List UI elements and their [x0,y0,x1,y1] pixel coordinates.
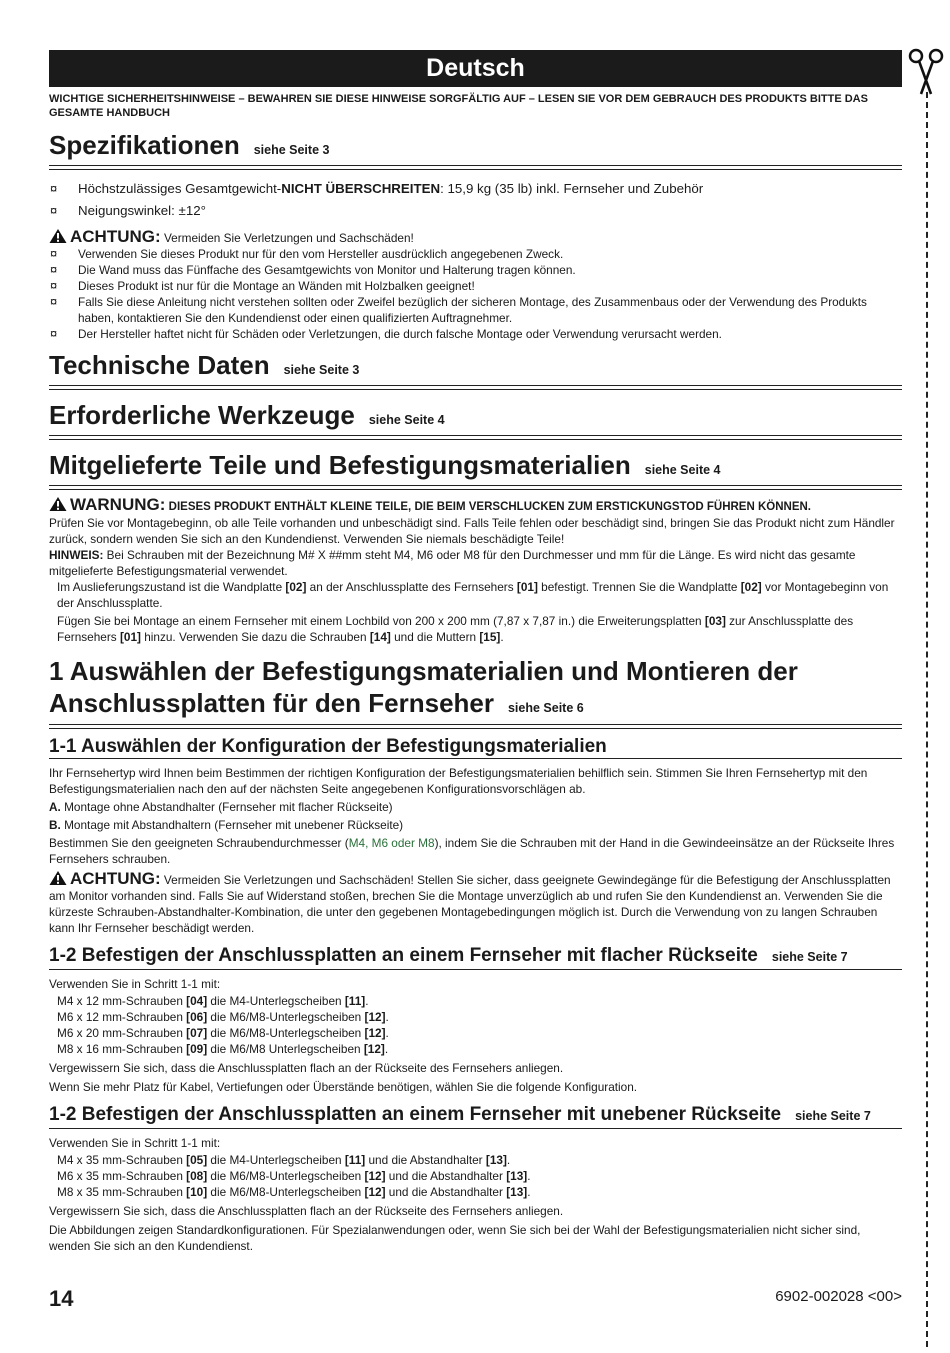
screw-line: M4 x 12 mm-Schrauben [04] die M4-Unterlegscheiben [11]. [57,994,369,1008]
caution-item: ¤ Die Wand muss das Fünffache des Gesamtgewichts von Monitor und Halterung tragen können. [49,262,902,278]
s12b-check-text: Vergewissern Sie sich, dass die Anschlussplatten flach an der Rückseite des Fernsehers anliegen. [49,1204,564,1218]
caution-text: Vermeiden Sie Verletzungen und Sachschäden! [163,231,414,245]
page-content [49,50,902,1254]
tech-rule [49,385,902,386]
parts-extension-text: Fügen Sie bei Montage an einem Fernseher mit einem Lochbild von 200 x 200 mm (7,87 x 7,87 in.) die Erweiterungsplatten [03] zur Anschlussplatte des Fernsehers [01] hinzu. Verwenden Sie dazu die Schrauben [14] und die Muttern [15]. [57,614,854,644]
s11-caution [49,870,902,936]
s12b-list [49,1152,902,1200]
spec-item: ¤ Neigungswinkel: ±12° [49,200,902,222]
screw-line: M6 x 35 mm-Schrauben [08] die M6/M8-Unterlegscheiben [12] und die Abstandhalter [13]. [57,1169,531,1183]
spec-item: ¤ Höchstzulässiges Gesamtgewicht-NICHT ÜBERSCHREITEN: 15,9 kg (35 lb) inkl. Fernseher und Zubehör [49,178,902,200]
parts-heading: Mitgelieferte Teile und Befestigungsmaterialien siehe Seite 4 [49,450,721,480]
s12a-next-text: Wenn Sie mehr Platz für Kabel, Vertiefungen oder Überstände benötigen, wählen Sie die folgende Konfiguration. [49,1080,638,1094]
s12a-rule [49,969,902,970]
s11-section [49,735,902,936]
tools-rule [49,435,902,436]
s11-option-b: B. Montage mit Abstandhaltern (Fernseher mit unebener Rückseite) [49,818,404,832]
cut-line [926,92,928,1347]
parts-warning [49,496,902,515]
s11-heading: 1-1 Auswählen der Konfiguration der Befestigungsmaterialien [49,736,607,757]
caution-list [49,246,902,342]
warning-icon [49,228,67,244]
parts-section [49,450,902,645]
caution-label: ACHTUNG: [70,227,161,246]
spec-caution [49,228,902,246]
parts-check-text: Prüfen Sie vor Montagebeginn, ob alle Teile vorhanden und unbeschädigt sind. Falls Teile fehlen oder beschädigt sind, bringen Sie das Produkt nicht zum Händler zurück, sondern wenden Sie sich an den Kundendienst. Verwenden Sie niemals beschädigte Teile! [49,516,895,546]
language-banner: Deutsch [49,50,902,87]
safety-notice: WICHTIGE SICHERHEITSHINWEISE – BEWAHREN SIE DIESE HINWEISE SORGFÄLTIG AUF – LESEN SIE VOR DEM GEBRAUCH DES PRODUKTS BITTE DAS GESAMTE HANDBUCH [49,93,868,119]
s12b-intro: Verwenden Sie in Schritt 1-1 mit: [49,1136,221,1150]
tech-heading: Technische Daten siehe Seite 3 [49,350,360,380]
warning-label: WARNUNG: [70,495,166,514]
document-number: 6902-002028 <00> [775,1288,902,1305]
warning-icon [49,496,67,512]
step1-rule [49,724,902,725]
caution-item: ¤ Der Hersteller haftet nicht für Schäden oder Verletzungen, die durch falsche Montage oder Verwendung verursacht werden. [49,326,902,342]
s11-option-a: A. Montage ohne Abstandhalter (Fernseher mit flacher Rückseite) [49,800,393,814]
warning-text: DIESES PRODUKT ENTHÄLT KLEINE TEILE, DIE BEIM VERSCHLUCKEN ZUM ERSTICKUNGSTOD FÜHREN KÖNNEN. [168,501,811,513]
s12b-see-ref: siehe Seite 7 [795,1109,871,1123]
s12b-section [49,1103,902,1254]
parts-note: HINWEIS: Bei Schrauben mit der Bezeichnung M# X ##mm steht M4, M6 oder M8 für den Durchmesser und mm für die Länge. Es wird nicht das gesamte mitgelieferte Befestigungsmaterial verwendet. [49,548,856,578]
tools-heading: Erforderliche Werkzeuge siehe Seite 4 [49,400,445,430]
parts-see-ref: siehe Seite 4 [644,463,721,477]
spec-rule [49,165,902,166]
caution-text: Vermeiden Sie Verletzungen und Sachschäden! Stellen Sie sicher, dass geeignete Gewindegänge für die Befestigung der Anschlussplatten am Monitor vorhanden sind. Falls Sie auf Widerstand stoßen, brechen Sie die Montage unverzüglich ab und rufen Sie den Kundendienst an. Verwenden Sie die kürzeste Schrauben-Abstandhalter-Kombination, die unter den gegebenen Montagebedingungen möglich ist. Durch die Verwendung von zu langen Schrauben kann Ihr Fernseher beschädigt werden. [49,873,891,935]
s12a-section [49,944,902,1095]
page-number: 14 [49,1286,74,1311]
tools-see-ref: siehe Seite 4 [368,413,445,427]
warning-icon [49,870,67,886]
s12b-rule [49,1128,902,1129]
s12a-intro: Verwenden Sie in Schritt 1-1 mit: [49,977,221,991]
spec-section [49,130,902,342]
step1-heading: 1 Auswählen der Befestigungsmaterialien und Montieren der Anschlussplatten für den Fernseher siehe Seite 6 [49,656,798,718]
screw-line: M6 x 12 mm-Schrauben [06] die M6/M8-Unterlegscheiben [12]. [57,1010,389,1024]
caution-item: ¤ Verwenden Sie dieses Produkt nur für den vom Hersteller ausdrücklich angegebenen Zweck. [49,246,902,262]
s12a-list [49,993,902,1057]
s12b-standard-text: Die Abbildungen zeigen Standardkonfigurationen. Für Spezialanwendungen oder, wenn Sie sich bei der Wahl der Befestigungsmaterialien nicht sicher sind, wenden Sie sich an den Kundendienst. [49,1223,861,1253]
spec-heading: Spezifikationen siehe Seite 3 [49,130,330,160]
spec-see-ref: siehe Seite 3 [253,143,330,157]
s12b-heading: 1-2 Befestigen der Anschlussplatten an einem Fernseher mit unebener Rückseite siehe Seite 7 [49,1104,871,1125]
tools-section [49,400,902,436]
s11-rule [49,758,902,759]
screw-line: M4 x 35 mm-Schrauben [05] die M4-Unterlegscheiben [11] und die Abstandhalter [13]. [57,1153,511,1167]
caution-item: ¤ Dieses Produkt ist nur für die Montage an Wänden mit Holzbalken geeignet! [49,278,902,294]
parts-delivery-text: Im Auslieferungszustand ist die Wandplatte [02] an der Anschlussplatte des Fernsehers [01] befestigt. Trennen Sie die Wandplatte [02] vor Montagebeginn von der Anschlussplatte. [57,580,889,610]
s11-diameter-text: Bestimmen Sie den geeigneten Schraubendurchmesser (M4, M6 oder M8), indem Sie die Schrauben mit der Hand in die Gewindeeinsätze an der Rückseite Ihres Fernsehers schrauben. [49,836,895,866]
s12a-check-text: Vergewissern Sie sich, dass die Anschlussplatten flach an der Rückseite des Fernsehers anliegen. [49,1061,564,1075]
tech-see-ref: siehe Seite 3 [283,363,360,377]
screw-line: M8 x 16 mm-Schrauben [09] die M6/M8 Unterlegscheiben [12]. [57,1042,389,1056]
caution-item: ¤ Falls Sie diese Anleitung nicht verstehen sollten oder Zweifel bezüglich der sicheren Montage, des Zusammenbaus oder der Verwendung des Produkts haben, kontaktieren Sie den Kundendienst oder einen qualifizierten Auftragnehmer. [49,294,902,326]
s12a-see-ref: siehe Seite 7 [771,950,848,964]
screw-line: M8 x 35 mm-Schrauben [10] die M6/M8-Unterlegscheiben [12] und die Abstandhalter [13]. [57,1185,531,1199]
s11-text: Ihr Fernsehertyp wird Ihnen beim Bestimmen der richtigen Konfiguration der Befestigungsmaterialien behilflich sein. Stimmen Sie Ihren Fernsehertyp mit den Befestigungsmaterialien nach den auf der nächsten Seite angegebenen Konfigurationsvorschlägen ab. [49,766,868,796]
tech-section [49,350,902,386]
step1-see-ref: siehe Seite 6 [507,701,584,715]
s12a-heading: 1-2 Befestigen der Anschlussplatten an einem Fernseher mit flacher Rückseite siehe Seite 7 [49,945,848,966]
step1-section [49,655,902,725]
caution-label: ACHTUNG: [70,869,161,888]
screw-line: M6 x 20 mm-Schrauben [07] die M6/M8-Unterlegscheiben [12]. [57,1026,389,1040]
spec-list [49,178,902,222]
parts-rule [49,485,902,486]
scissors-icon [907,48,945,98]
